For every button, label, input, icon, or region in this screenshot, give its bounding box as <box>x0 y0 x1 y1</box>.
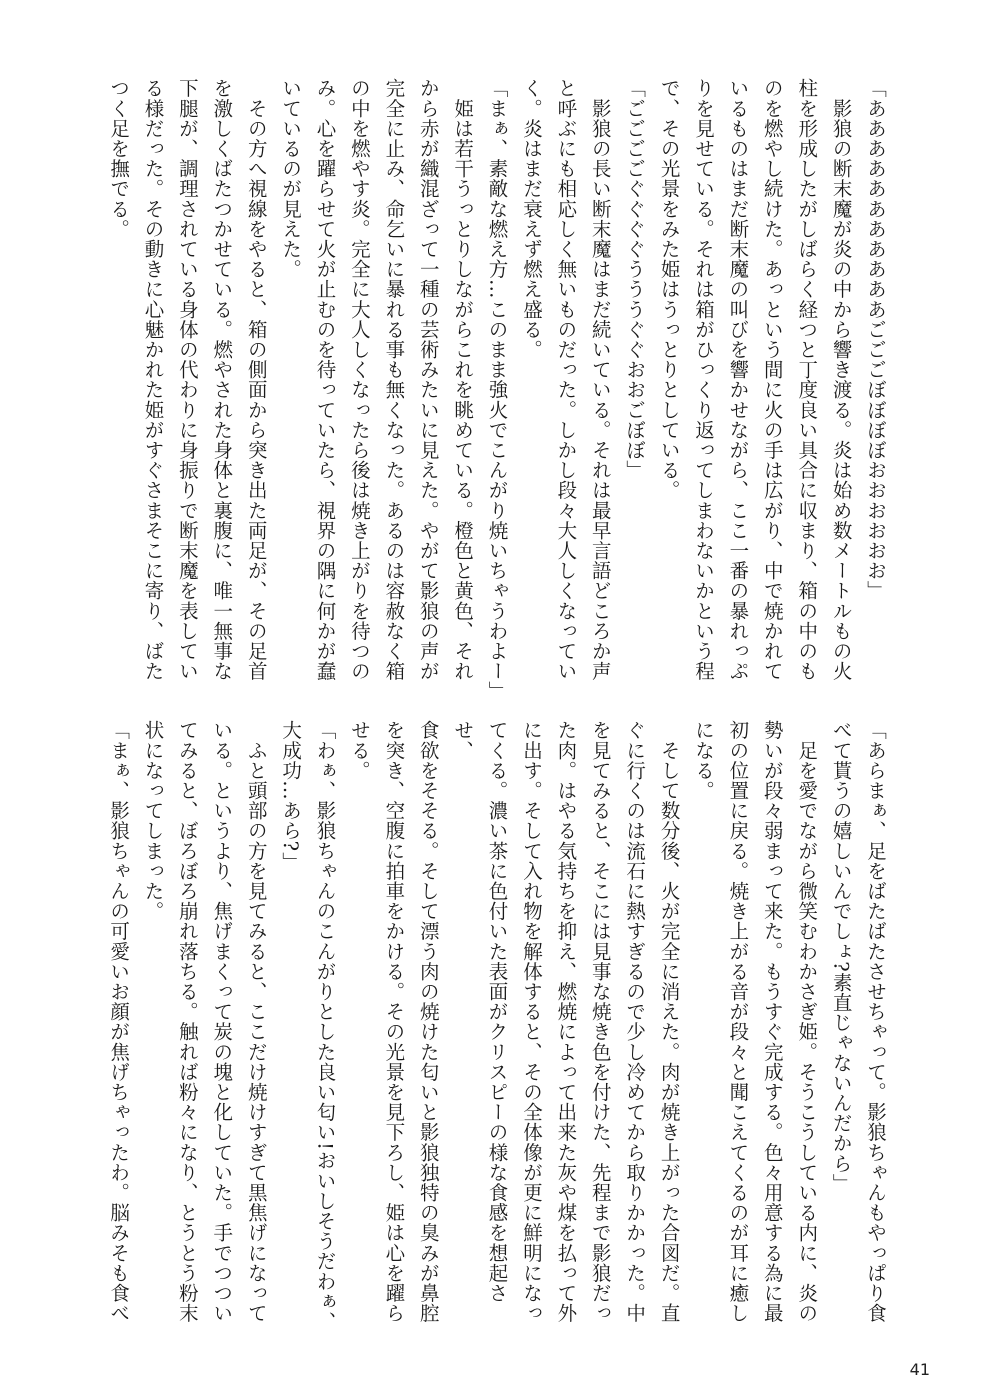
text-line: で、その光景をみた姫はうっとりとしている。 <box>657 78 681 501</box>
text-line: 「まぁ、素敵な燃え方…このまま強火でこんがり焼いちゃうわよー」 <box>485 78 509 702</box>
text-line: 大成功…あら?」 <box>279 720 303 872</box>
text-line: いる。というより、焦げまくって炭の塊と化していた。手でつつい <box>210 720 234 1323</box>
page-number: 41 <box>909 1360 930 1379</box>
text-line: から赤が織混ざって一種の芸術みたいに見えた。やがて影狼の声が <box>416 78 440 681</box>
text-line: 柱を形成したがしばらく経つと丁度良い具合に収まり、箱の中のも <box>795 78 819 681</box>
text-line: 状になってしまった。 <box>141 720 165 921</box>
text-line: 「あらまぁ、足をばたばたさせちゃって。影狼ちゃんもやっぱり食 <box>864 720 887 1323</box>
text-line: その方へ視線をやると、箱の側面から突き出た両足が、その足首 <box>244 78 268 681</box>
text-line: のを燃やし続けた。あっという間に火の手は広がり、中で焼かれて <box>760 78 784 681</box>
text-line: 影狼の断末魔が炎の中から響き渡る。炎は始め数メートルもの火 <box>829 78 853 681</box>
text-line: てみると、ぼろぼろ崩れ落ちる。触れば粉々になり、とうとう粉末 <box>175 720 199 1323</box>
text-line: く。炎はまだ衰えず燃え盛る。 <box>519 78 543 360</box>
text-line: の中を燃やす炎。完全に大人しくなったら後は焼き上がりを待つの <box>347 78 371 681</box>
text-line: べて貰うの嬉しいんでしょ?素直じゃないんだから」 <box>829 720 853 1194</box>
text-line: を突き、空腹に拍車をかける。その光景を見下ろし、姫は心を躍ら <box>382 720 406 1323</box>
text-line: 完全に止み、命乞いに暴れる事も無くなった。あるのは容赦なく箱 <box>382 78 406 681</box>
text-line: 姫は若干うっとりしながらこれを眺めている。橙色と黄色、それ <box>451 78 475 681</box>
text-line: た肉。はやる気持ちを抑え、燃焼によって出来た灰や煤を払って外 <box>554 720 578 1323</box>
text-line: になる。 <box>691 720 715 801</box>
text-line: てくる。濃い茶に色付いた表面がクリスピーの様な食感を想起させ、 <box>451 720 509 1303</box>
text-line: つく足を撫でる。 <box>107 78 131 239</box>
text-line: る様だった。その動きに心魅かれた姫がすぐさまそこに寄り、ばた <box>141 78 165 681</box>
text-line: 影狼の長い断末魔はまだ続いている。それは最早言語どころか声 <box>588 78 612 681</box>
text-line: せる。 <box>347 720 371 781</box>
text-line: 「まぁ、影狼ちゃんの可愛いお顔が焦げちゃったわ。脳みそも食べ <box>107 720 131 1323</box>
text-line: 初の位置に戻る。焼き上がる音が段々と聞こえてくるのが耳に癒し <box>726 720 750 1323</box>
text-line: 「ごごごごぐぐぐぐうううぐぐおおごぼぼ」 <box>623 78 647 480</box>
text-line: 「あああああああああああごごごぼぼぼぼおおおおおお」 <box>864 78 887 601</box>
text-line: そして数分後、火が完全に消えた。肉が焼き上がった合図だ。直 <box>657 720 681 1323</box>
text-line: 勢いが段々弱まって来た。もうすぐ完成する。色々用意する為に最 <box>760 720 784 1323</box>
text-line: を見てみると、そこには見事な焼き色を付けた、先程まで影狼だっ <box>588 720 612 1323</box>
text-block-bottom <box>107 720 892 1340</box>
text-line: りを見せている。それは箱がひっくり返ってしまわないかという程 <box>691 78 715 681</box>
text-line: いているのが見えた。 <box>279 78 303 279</box>
text-line: み。心を躍らせて火が止むのを待っていたら、視界の隅に何かが蠢 <box>313 78 337 681</box>
text-line: いるものはまだ断末魔の叫びを響かせながら、ここ一番の暴れっぷ <box>726 78 750 681</box>
text-line: を激しくばたつかせている。燃やされた身体と裏腹に、唯一無事な <box>210 78 234 681</box>
text-line: 食欲をそそる。そして漂う肉の焼けた匂いと影狼独特の臭みが鼻腔 <box>416 720 440 1323</box>
text-line: 下腿が、調理されている身体の代わりに身振りで断末魔を表してい <box>175 78 199 681</box>
text-line: ふと頭部の方を見てみると、ここだけ焼けすぎて黒焦げになって <box>244 720 268 1323</box>
text-block-top <box>107 78 892 703</box>
text-line: と呼ぶにも相応しく無いものだった。しかし段々大人しくなってい <box>554 78 578 681</box>
text-line: に出す。そして入れ物を解体すると、その全体像が更に鮮明になっ <box>519 720 543 1323</box>
text-line: 「わぁ、影狼ちゃんのこんがりとした良い匂い!おいしそうだわぁ、 <box>313 720 337 1332</box>
text-line: 足を愛でながら微笑むわかさぎ姫。そうこうしている内に、炎の <box>795 720 819 1323</box>
text-line: ぐに行くのは流石に熱すぎるので少し冷めてから取りかかった。中 <box>623 720 647 1323</box>
